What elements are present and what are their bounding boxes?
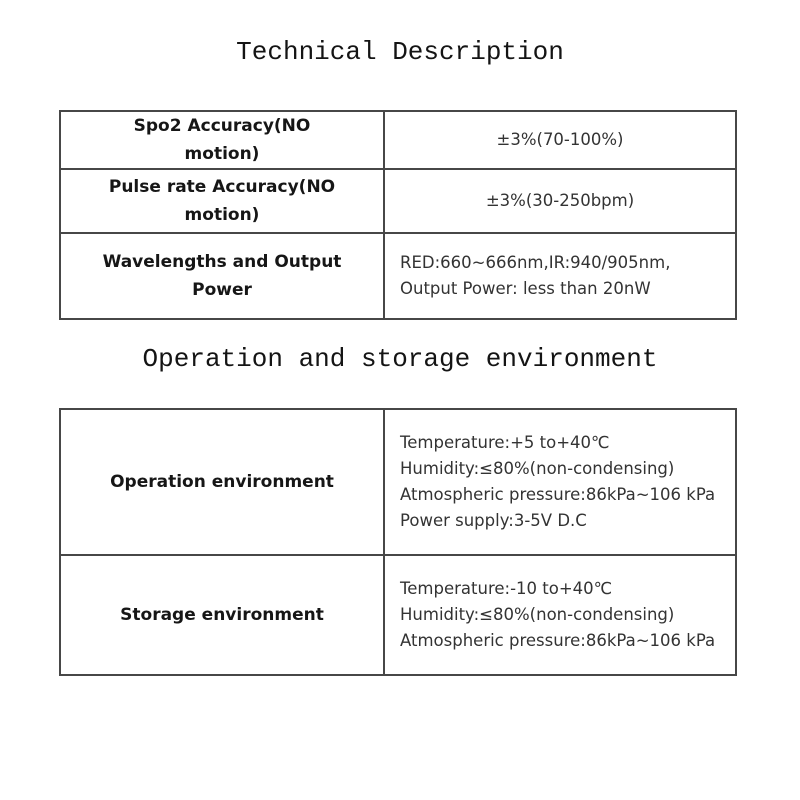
spec-value: ±3%(70-100%)	[496, 130, 624, 149]
spec-value-line: Output Power: less than 20nW	[400, 279, 651, 298]
spec-label: Wavelengths and Output Power	[102, 252, 342, 300]
spec-value-cell	[384, 111, 736, 169]
spec-value-cell	[384, 555, 736, 675]
spec-value-line: Humidity:≤80%(non-condensing)	[400, 605, 675, 624]
operation-storage-environment-heading: Operation and storage environment	[142, 344, 658, 374]
technical-description-heading: Technical Description	[236, 37, 564, 67]
spec-value: ±3%(30-250bpm)	[485, 191, 635, 210]
spec-value	[385, 430, 735, 534]
spec-value	[385, 250, 735, 302]
spec-label-cell	[60, 169, 384, 233]
spec-label: Operation environment	[110, 472, 334, 492]
spec-value-line: Atmospheric pressure:86kPa~106 kPa	[400, 631, 716, 650]
spec-value	[385, 576, 735, 654]
table-row-pulse-rate-accuracy	[60, 169, 736, 233]
table-row-spo2-accuracy	[60, 111, 736, 169]
spec-label-cell	[60, 555, 384, 675]
spec-label: Pulse rate Accuracy(NO motion)	[108, 177, 336, 225]
table-row-wavelengths-output-power	[60, 233, 736, 319]
environment-table	[59, 408, 737, 676]
spec-value-cell	[384, 169, 736, 233]
spec-value-line: Temperature:+5 to+40℃	[400, 433, 610, 452]
spec-label-cell	[60, 111, 384, 169]
technical-description-table	[59, 110, 737, 320]
spec-value-line: Atmospheric pressure:86kPa~106 kPa	[400, 485, 716, 504]
spec-label-cell	[60, 409, 384, 555]
spec-label-cell	[60, 233, 384, 319]
spec-value-line: Power supply:3-5V D.C	[400, 511, 587, 530]
spec-label: Spo2 Accuracy(NO motion)	[133, 116, 311, 164]
spec-value-cell	[384, 233, 736, 319]
spec-value-line: Humidity:≤80%(non-condensing)	[400, 459, 675, 478]
table-row-operation-environment	[60, 409, 736, 555]
spec-value-line: RED:660~666nm,IR:940/905nm,	[400, 253, 671, 272]
spec-label: Storage environment	[120, 605, 324, 625]
table-row-storage-environment	[60, 555, 736, 675]
spec-value-line: Temperature:-10 to+40℃	[400, 579, 613, 598]
spec-value-cell	[384, 409, 736, 555]
